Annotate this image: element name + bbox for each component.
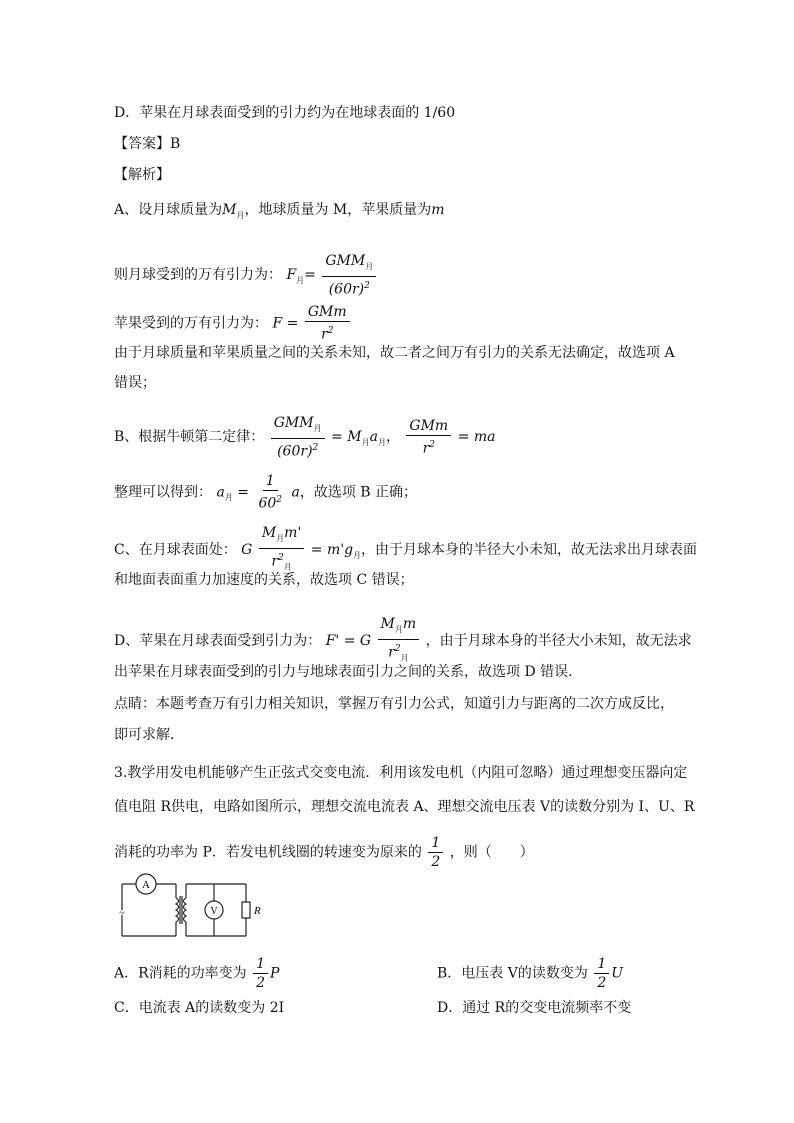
sub-yue: 月 (283, 562, 292, 572)
voltmeter-label: V (210, 906, 218, 917)
text: ，地球质量为 M，苹果质量为 (244, 202, 432, 218)
math-a: a (216, 484, 225, 501)
text: B、根据牛顿第二定律： (114, 429, 265, 446)
text: ，则（ ） (449, 844, 534, 861)
den: r (388, 644, 395, 661)
option-c: C．电流表 A的读数变为 2I (114, 1000, 285, 1016)
sq: 2 (278, 552, 284, 563)
ammeter-label: A (142, 879, 150, 891)
eq: = (237, 484, 249, 501)
sq: 2 (312, 442, 319, 453)
analysis-a-line2 (114, 252, 378, 298)
sq: 2 (429, 439, 436, 450)
primary-coil (176, 898, 179, 922)
math-Fprime: F' (325, 633, 340, 650)
num: 1 (263, 472, 278, 491)
den: 2 (256, 975, 266, 991)
num: GMM (273, 415, 314, 431)
eq: = (331, 429, 343, 446)
previous-option-d: D．苹果在月球表面受到的引力约为在地球表面的 1/60 (114, 105, 456, 121)
fraction-c: $\frac{M_月m'}{r^2_月}$ (259, 524, 304, 576)
den: 2 (597, 975, 607, 991)
analysis-a-line3 (114, 303, 352, 344)
sub-yue: 月 (361, 438, 370, 448)
num: GMm (305, 303, 350, 322)
eq: = (343, 633, 356, 650)
sub-yue: 月 (224, 493, 233, 503)
analysis-d-line1 (114, 615, 692, 667)
fraction-b-right (406, 417, 451, 458)
analysis-a-line1 (114, 200, 445, 226)
fraction-gravity-moon (322, 252, 376, 298)
math-ma: ma (473, 429, 496, 446)
option-a (114, 955, 279, 992)
text: ，由于月球本身的半径大小未知，故无法求 (425, 633, 692, 650)
num: M (380, 616, 395, 632)
text: A、设月球质量为 (114, 202, 223, 218)
den: r (320, 326, 328, 343)
text: C、在月球表面处： (114, 542, 237, 559)
resistor-box (242, 902, 250, 918)
question3-line3 (114, 834, 534, 871)
text: 则月球受到的万有引力为： (114, 267, 282, 284)
option-b-text: B．电压表 V的读数变为 (437, 965, 588, 982)
sub-yue: 月 (296, 276, 305, 286)
fraction-half (594, 955, 609, 992)
sq: 2 (327, 326, 334, 336)
text: ，故选项 B 正确； (299, 484, 418, 501)
text: D、苹果在月球表面受到引力为： (114, 633, 322, 650)
sub-yue: 月 (313, 423, 322, 433)
fraction-half (253, 955, 268, 992)
den: (60r) (328, 281, 365, 298)
eq: = (310, 542, 323, 559)
text: ，由于月球本身的半径大小未知，故无法求出月球表面 (361, 542, 698, 559)
math-G: G (359, 633, 372, 650)
math-G: G (241, 542, 253, 559)
analysis-c-line2: 和地面表面重力加速度的关系，故选项 C 错误； (114, 572, 414, 588)
eq: = (286, 315, 299, 332)
math-P: P (270, 965, 280, 982)
num: M (261, 525, 277, 541)
text: 整理可以得到： (114, 484, 212, 501)
answer-label: 【答案】B (114, 136, 181, 152)
text: 苹果受到的万有引力为： (114, 315, 268, 332)
analysis-b-line1: B、根据牛顿第二定律： $\frac{GMM_月}{(60r)^2}$ = $M_月a_月$， $\frac{\text{GMm}}{r^2}$ = ma (114, 415, 496, 460)
eq: = (304, 267, 316, 284)
num: 1 (253, 955, 268, 974)
sub-yue: 月 (276, 533, 285, 543)
analysis-d-line2: 出苹果在月球表面受到的引力与地球表面引力之间的关系，故选项 D 错误． (114, 664, 583, 680)
sub-yue: 月 (394, 624, 403, 634)
ac-source-symbol: ~ (119, 908, 125, 919)
den: (60r) (277, 443, 313, 460)
sq: 2 (364, 280, 370, 291)
sub-yue: 月 (365, 261, 374, 271)
circuit-diagram (114, 872, 264, 942)
sub-yue: 月 (400, 653, 409, 663)
math-g: g (344, 542, 354, 559)
num: GMM (325, 253, 366, 269)
fraction-one-over-sixty-sq (255, 472, 285, 513)
den: 2 (431, 854, 441, 870)
analysis-b-line2 (114, 472, 417, 513)
den: r (422, 440, 430, 457)
sq: 2 (276, 495, 283, 505)
num: 1 (594, 955, 609, 974)
math-M: M (347, 429, 362, 446)
sq: 2 (394, 643, 401, 654)
option-d: D．通过 R的交变电流频率不变 (437, 1000, 632, 1016)
math-a: a (291, 484, 300, 501)
math-a: a (369, 429, 378, 446)
resistor-label: R (254, 905, 261, 917)
eq: = (457, 429, 470, 446)
fraction-d (378, 615, 420, 667)
sub-yue: 月 (353, 550, 362, 560)
question3-line2: 值电阻 R供电，电路如图所示，理想交流电流表 A、理想交流电压表 V的读数分别为 I、U、R (114, 799, 695, 815)
question3-line1: 3.教学用发电机能够产生正弦式交变电流．利用该发电机（内阻可忽略）通过理想变压器向定 (114, 765, 688, 781)
text: 消耗的功率为 P．若发电机线圈的转速变为原来的 (114, 844, 422, 861)
math-m: m (326, 542, 341, 559)
fraction-gravity-apple (305, 303, 350, 344)
analysis-a-line4: 由于月球质量和苹果质量之间的关系未知，故二者之间万有引力的关系无法确定，故选项 A (114, 345, 675, 361)
analysis-c-line1: C、在月球表面处： G $\frac{M_月m'}{r^2_月}$ = $m'g_月$，由于月球本身的半径大小未知，故无法求出月球表面 (114, 524, 697, 576)
math-F: F (272, 315, 283, 332)
option-a-text: A．R消耗的功率变为 (114, 965, 247, 982)
math-m: m (431, 202, 445, 218)
comment-line2: 即可求解． (114, 727, 184, 743)
math-F: F (286, 267, 297, 284)
sub-yue: 月 (377, 438, 386, 448)
num-m: m (402, 616, 417, 632)
option-b (437, 955, 623, 992)
num: 1 (428, 834, 443, 853)
den: r (271, 553, 279, 570)
math-U: U (611, 965, 624, 982)
den: 60 (258, 495, 277, 512)
math-M: M (222, 202, 237, 218)
fraction-b-left (271, 414, 325, 460)
num-m: m (284, 525, 298, 541)
secondary-coil (184, 898, 187, 922)
analysis-a-line5: 错误； (114, 375, 156, 391)
analysis-label: 【解析】 (114, 167, 170, 183)
num: GMm (406, 417, 451, 436)
comment-line1: 点睛：本题考查万有引力相关知识，掌握万有引力公式，知道引力与距离的二次方成反比， (114, 696, 674, 712)
sub-yue: 月 (236, 210, 245, 220)
fraction-half (428, 834, 443, 871)
